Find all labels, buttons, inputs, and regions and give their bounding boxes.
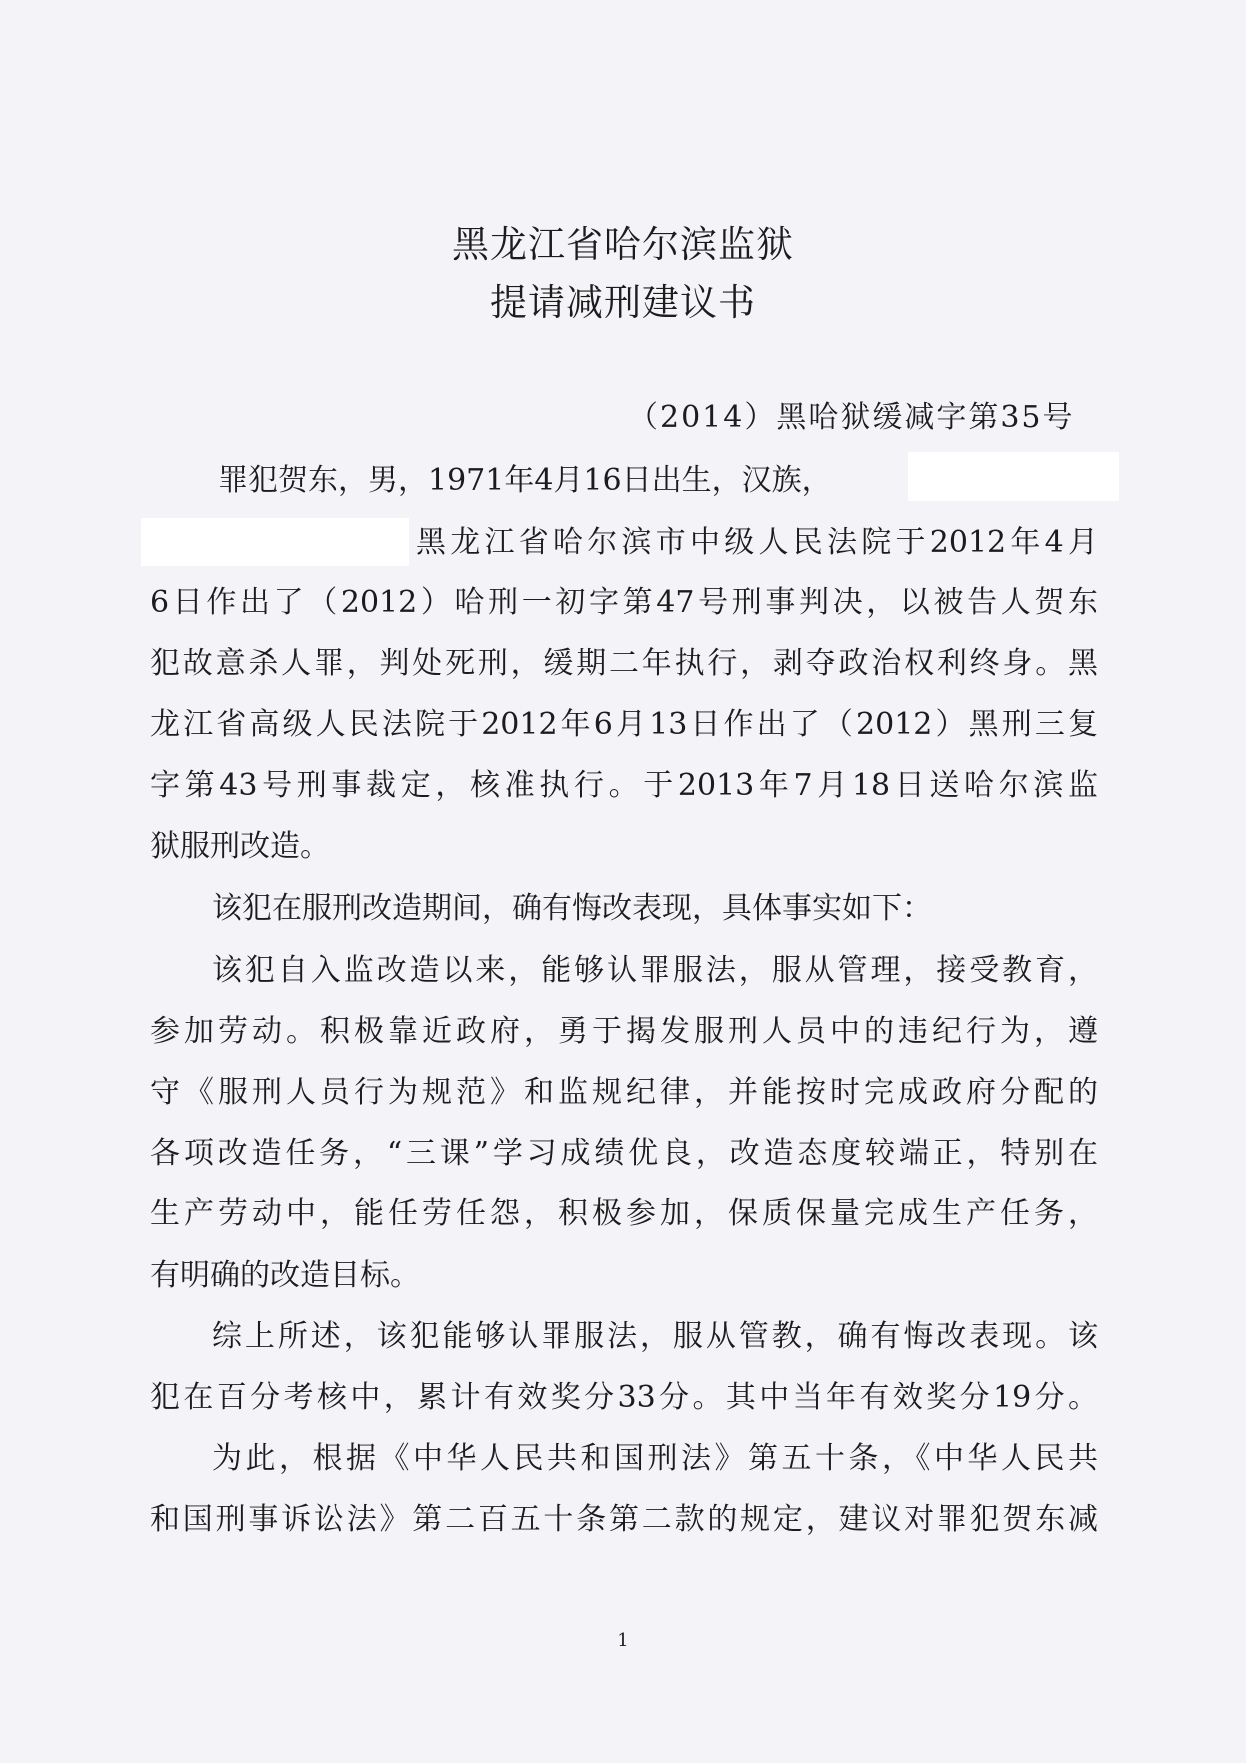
p5-line2: 和国刑事诉讼法》第二百五十条第二款的规定，建议对罪犯贺东减: [150, 1502, 1098, 1537]
redaction-box: [141, 518, 409, 566]
p4-line1: 综上所述，该犯能够认罪服法，服从管教，确有悔改表现。该: [212, 1319, 1098, 1354]
page-number: 1: [617, 1630, 629, 1651]
redaction-box: [908, 452, 1119, 501]
p1-line1: 罪犯贺东，男，1971年4月16日出生，汉族，: [218, 463, 832, 498]
p3-line2: 参加劳动。积极靠近政府，勇于揭发服刑人员中的违纪行为，遵: [150, 1014, 1098, 1049]
p1-line3: 6日作出了（2012）哈刑一初字第47号刑事判决，以被告人贺东: [150, 585, 1098, 620]
p1-line5: 龙江省高级人民法院于2012年6月13日作出了（2012）黑刑三复: [150, 707, 1098, 742]
p1-line6: 字第43号刑事裁定，核准执行。于2013年7月18日送哈尔滨监: [150, 768, 1098, 803]
document-title-line2: 提请减刑建议书: [490, 281, 756, 324]
p3-line5: 生产劳动中，能任劳任怨，积极参加，保质保量完成生产任务，: [150, 1196, 1098, 1231]
p4-line2: 犯在百分考核中，累计有效奖分33分。其中当年有效奖分19分。: [150, 1380, 1098, 1415]
p5-line1: 为此，根据《中华人民共和国刑法》第五十条，《中华人民共: [212, 1441, 1098, 1476]
p1-line4: 犯故意杀人罪，判处死刑，缓期二年执行，剥夺政治权利终身。黑: [150, 646, 1098, 681]
p1-line7: 狱服刑改造。: [150, 829, 330, 864]
document-number: （2014）黑哈狱缓减字第35号: [628, 400, 1075, 435]
p3-line6: 有明确的改造目标。: [150, 1258, 420, 1293]
p3-line3: 守《服刑人员行为规范》和监规纪律，并能按时完成政府分配的: [150, 1075, 1098, 1110]
p3-line4: 各项改造任务，“三课”学习成绩优良，改造态度较端正，特别在: [150, 1136, 1098, 1171]
p1-line2: 黑龙江省哈尔滨市中级人民法院于2012年4月: [416, 525, 1098, 560]
p2-line1: 该犯在服刑改造期间，确有悔改表现，具体事实如下：: [212, 891, 932, 926]
p3-line1: 该犯自入监改造以来，能够认罪服法，服从管理，接受教育，: [212, 953, 1098, 988]
document-title-line1: 黑龙江省哈尔滨监狱: [452, 223, 794, 266]
